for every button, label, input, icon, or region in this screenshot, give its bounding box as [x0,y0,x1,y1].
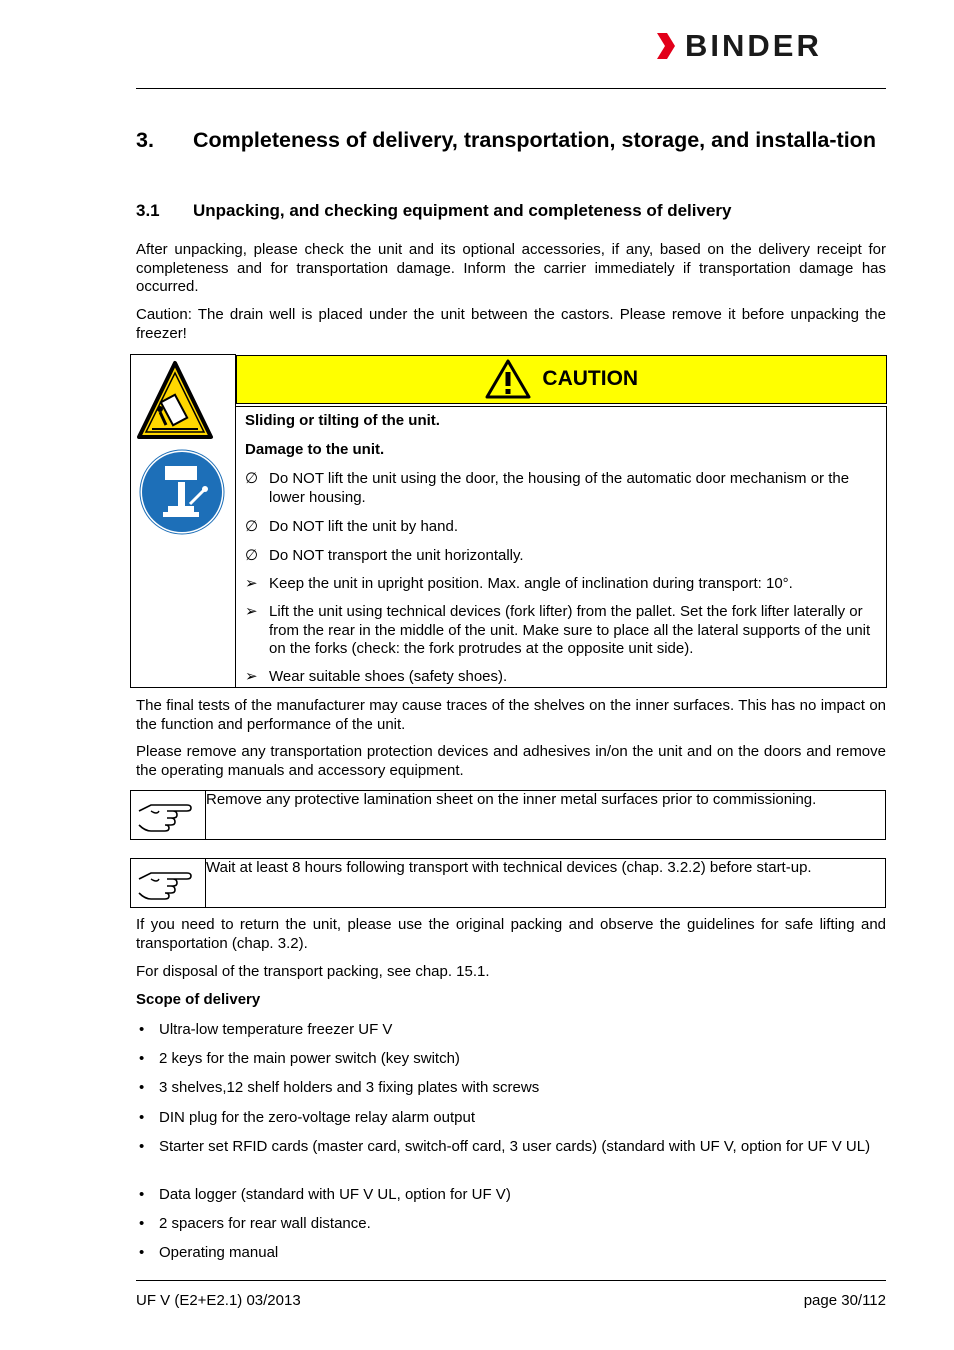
use-lifting-device-icon [138,448,226,536]
footer-page-number: page 30/112 [803,1292,886,1309]
caution-content [236,407,887,688]
prohibition-text: Do NOT transport the unit horizontally. [269,547,524,564]
instruction-arrow-icon: ➢ [245,575,258,592]
instruction-text: Keep the unit in upright position. Max. angle of inclination during transport: 10°. [269,575,793,592]
scope-item-text: Operating manual [159,1244,279,1261]
note-icon-cell [131,859,206,908]
return-unit-paragraph: If you need to return the unit, please use the original packing and observe the guidelines for safe lifting and transportation (chap. 3.2). [136,916,886,952]
disposal-paragraph: For disposal of the transport packing, see chap. 15.1. [136,963,490,980]
scope-item-text: 2 spacers for rear wall distance. [159,1215,371,1232]
section-number: 3. [136,128,154,152]
warning-triangle-icon [484,358,532,400]
note-box [130,858,886,908]
section-title: Completeness of delivery, transportation, storage, and installa-tion [193,128,876,152]
caution-banner [236,355,887,404]
drain-well-caution-paragraph: Caution: The drain well is placed under the unit between the castors. Please remove it before unpacking the freezer! [136,306,886,342]
prohibition-symbol: ∅ [245,470,259,487]
prohibition-text: Do NOT lift the unit using the door, the housing of the automatic door mechanism or the lower housing. [269,470,850,506]
scope-item-text: DIN plug for the zero-voltage relay alarm output [159,1109,475,1126]
binder-logo [655,30,822,62]
hazard-text: Sliding or tilting of the unit. [245,412,440,429]
intro-paragraph: After unpacking, please check the unit and its optional accessories, if any, based on the delivery receipt for completeness and for transportation damage. Inform the carrier immediately if transportation damage has occurred. [136,241,886,295]
brand-name: BINDER [685,28,822,63]
subsection-number: 3.1 [136,201,160,220]
caution-box [130,354,887,688]
scope-item-text: 3 shelves,12 shelf holders and 3 fixing plates with screws [159,1079,540,1096]
pointing-hand-icon [137,865,193,903]
footer-rule [136,1280,886,1281]
binder-logo-mark-icon [655,31,677,61]
tilting-hazard-icon [136,359,214,441]
caution-icon-cell [131,355,236,688]
note-box [130,790,886,840]
prohibition-text: Do NOT lift the unit by hand. [269,518,458,535]
remove-devices-paragraph: Please remove any transportation protection devices and adhesives in/on the unit and on the doors and remove the operating manuals and accessory equipment. [136,743,886,779]
note-text: Remove any protective lamination sheet on the inner metal surfaces prior to commissioning. [206,791,886,840]
instruction-arrow-icon: ➢ [245,668,258,685]
scope-item-text: 2 keys for the main power switch (key switch) [159,1050,460,1067]
subsection-title: Unpacking, and checking equipment and completeness of delivery [193,201,732,220]
consequence-text: Damage to the unit. [245,441,385,458]
instruction-arrow-icon: ➢ [245,603,258,620]
instruction-text: Wear suitable shoes (safety shoes). [269,668,508,685]
footer-document-id: UF V (E2+E2.1) 03/2013 [136,1292,301,1309]
scope-item-text: Data logger (standard with UF V UL, option for UF V) [159,1186,511,1203]
note-icon-cell [131,791,206,840]
scope-item-text: Ultra-low temperature freezer UF V [159,1021,393,1038]
scope-item-text: Starter set RFID cards (master card, switch-off card, 3 user cards) (standard with UF V, option for UF V UL) [159,1138,871,1155]
pointing-hand-icon [137,797,193,835]
caution-title: CAUTION [542,367,639,390]
prohibition-symbol: ∅ [245,547,259,564]
instruction-text: Lift the unit using technical devices (fork lifter) from the pallet. Set the fork lifter laterally or from the rear in the middle of the unit. Make sure to place all the lateral supports of the unit on the forks (check: the fork protrudes at the opposite unit side). [269,603,871,657]
prohibition-symbol: ∅ [245,518,259,535]
final-tests-paragraph: The final tests of the manufacturer may cause traces of the shelves on the inner surfaces. This has no impact on the function and performance of the unit. [136,697,886,733]
scope-title: Scope of delivery [136,991,261,1008]
note-text: Wait at least 8 hours following transport with technical devices (chap. 3.2.2) before start-up. [206,859,886,908]
header-rule [136,88,886,89]
